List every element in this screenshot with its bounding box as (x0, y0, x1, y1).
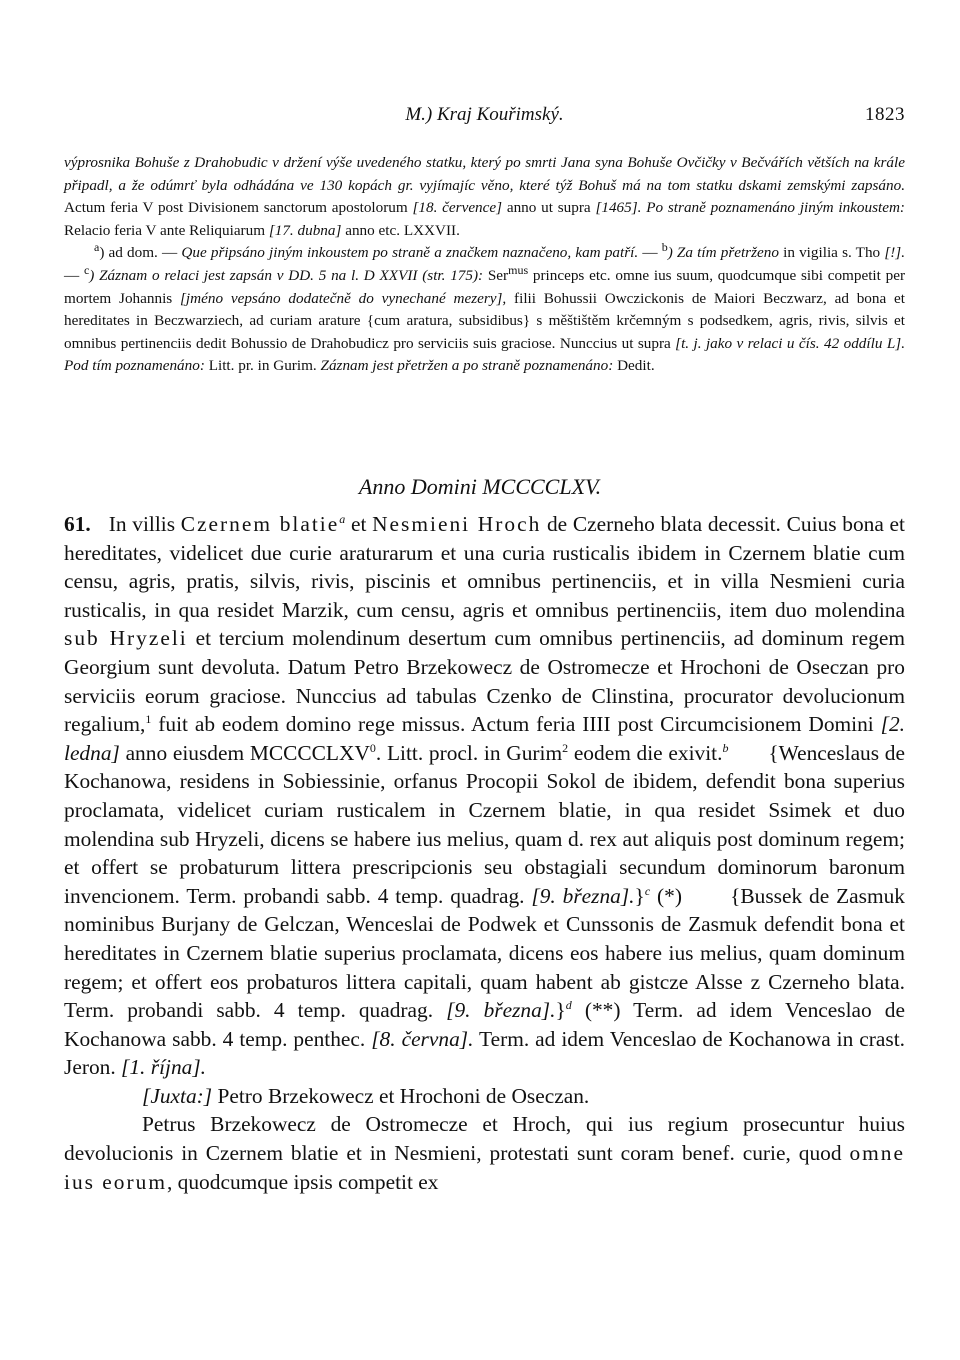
section-title: Anno Domini MCCCCLXV. (358, 474, 602, 499)
note-text: výprosnika Bohuše z Drahobudic v držení výše uvedeného statku, který po smrti Jana syna Bohuše Ovčičky v Bečvářích větších na krále připadl, a že odúmrť byla odhádána ve 130 kopách gr. vyjímajíc věno, které týž Bohuš má na tom statku dskami zemskými zapsáno. (64, 154, 905, 194)
body-text: [Juxta:] (142, 1083, 213, 1108)
footnote-mark: 1 (145, 712, 152, 727)
note-text: [18. července] (412, 199, 503, 217)
footnote-mark: 0 (369, 740, 376, 755)
note-text: Que připsáno jiným inkoustem po straně a značkem naznačeno, kam patří. (181, 244, 639, 262)
body-text: Term. ad idem Venceslao de Kochanowa in crast. Jeron. (64, 1026, 905, 1080)
note-text: ) Za tím přetrženo (667, 244, 779, 262)
note-text: anno ut supra (502, 199, 596, 217)
body-text: Petrus Brzekowecz de Ostromecze et Hroch, qui ius regium prosecuntur huius devolucionis in Czernem blatie et in Nesmieni, protestati sunt coram benef. curie, quod (64, 1112, 905, 1166)
note-text: [!]. (884, 244, 905, 262)
body-text: , quodcumque ipsis competit ex (166, 1169, 439, 1194)
body-text: (**) Term. ad idem Venceslao de Kochanowa sabb. 4 temp. penthec. (64, 998, 905, 1051)
note-text: ) ad dom. — (99, 244, 182, 262)
note-text: filii Bohussii Owczickonis de Maiori Beczwarz, ad bona et hereditates in Beczwarziech, ad curiam arature {cum aratura, subsidibus} s měštištěm krčemným s podsedkem, agris, rivis, silvis et omnibus pertinenciis dedit Bohussio de Drahobudicz pro serviciis suis graciose. Nunccius ut supra (64, 289, 905, 352)
entry-paragraph (64, 510, 911, 1082)
body-text: {Wenceslaus de Kochanowa, residens in Sobiessinie, orfanus Procopii Sokol de ibidem, defendit bona superius proclamata, videlicet curiam rusticalem in Czernem blatie, in qua residet Ssimek et duo molendina sub Hryzeli, dicens se habere ius melius, quam d. rex aut aliquis post dominum regem; et offert se probaturum littera prescripcionis seu obstagiali secundum dominorum baronum invencionem. Term. probandi sabb. 4 temp. quadrag. (64, 740, 911, 908)
juxta-paragraph (64, 1082, 905, 1111)
footnote-mark: c (644, 883, 651, 898)
body-text: [1. října]. (121, 1055, 207, 1080)
entry-number: 61. (64, 512, 91, 536)
body-text: } (634, 883, 645, 908)
body-text: et tercium molendinum desertum cum omnibus pertinenciis, ad dominum regem Georgium sunt devoluta. Datum Petro Brzekowecz de Ostromecze et Hrochoni de Oseczan pro serviciis eorum graciose. Nunccius ad tabulas Czenko de Clinstina, procurator devolucionum regalium, (64, 626, 905, 737)
note-text: Ser (483, 266, 509, 284)
note-text: Relacio feria V ante Reliquiarum (64, 221, 269, 239)
body-text: [2. ledna] (64, 712, 905, 765)
body-text: . Litt. procl. in Gurim (375, 740, 563, 765)
note-text: princeps etc. omne ius suum, quodcumque sibi competit per mortem Johannis (64, 266, 905, 307)
main-text (64, 510, 911, 1196)
note-text: in vigilia s. Tho (778, 244, 885, 262)
note-text: [1465]. Po straně poznamenáno jiným inkoustem: (595, 199, 905, 217)
note-text: — (64, 266, 84, 284)
body-text: sub Hryzeli (64, 626, 188, 651)
note-paragraph-2: $^a$) ad dom. — Que připsáno jiným inkoustem po straně a značkem naznačeno, kam patří. — $^b$) Za tím přetrženo in vigilia s. Tho [!]. — $^c$) Záznam o relaci jest zapsán v DD. 5 na l. D XXVII (str. 175): Ser$^{mus}$ princeps etc. omne ius suum, quodcumque sibi competit per mortem Johannis [jméno vepsáno dodatečně do vynechané mezery], filii Bohussii Owczickonis de Maiori Beczwarz, ad bona et hereditates in Beczwarziech, ad curiam arature {cum aratura, subsidibus} s měštištěm krčemným s podsedkem, agris, rivis, silvis et omnibus pertinenciis dedit Bohussio de Drahobudicz pro serviciis suis graciose. Nunccius ut supra [t. j. jako v relaci u čís. 42 oddílu L]. Pod tím poznamenáno: Litt. pr. in Gurim. Záznam jest přetržen a po straně poznamenáno: Dedit. (64, 240, 905, 375)
body-text: Czernem blatie (180, 512, 340, 536)
note-text: [jméno vepsáno dodatečně do vynechané mezery], (180, 289, 507, 307)
footnotes-block (64, 152, 905, 378)
note-text: anno etc. LXXVII. (341, 221, 460, 239)
body-text: [9. března]. (531, 883, 635, 908)
page-number: 1823 (865, 104, 905, 125)
body-text: eodem die exivit. (568, 740, 723, 765)
body-text: In villis (108, 512, 181, 536)
body-text: [8. června]. (371, 1026, 474, 1051)
body-text: (*) {Bussek de Zasmuk nominibus Burjany de Gelczan, Wenceslai de Podwek et Cunssonis de Zasmuk defendit bona et hereditates in Czernem blatie superius proclamata, dicens eos habere ius melius, quam dominum regem; et offert eos probaturos littera capitali, quam habent ab gistcze Alsse z Czerneho blata. Term. probandi sabb. 4 temp. quadrag. (64, 883, 911, 1023)
body-text: de Czerneho blata decessit. Cuius bona et hereditates, videlicet due curie araturarum et una curia rusticalis ibidem in Czernem blatie cum censu, agris, pratis, silvis, rivis, piscinis et omnibus pertinenciis, et in villa Nesmieni curia rusticalis, in qua residet Marzik, cum censu, agris et omnibus pertinenciis, item duo molendina (64, 512, 905, 622)
note-mark: b (661, 240, 668, 255)
note-text: [t. j. jako v relaci u čís. 42 oddílu L]. Pod tím poznamenáno: (64, 334, 905, 375)
body-text: anno eiusdem MCCCCLXV (119, 740, 370, 765)
body-text: omne ius eorum (64, 1141, 905, 1194)
note-text: ) Záznam o relaci jest zapsán v DD. 5 na l. D XXVII (str. 175): (89, 266, 484, 284)
footnote-mark: 2 (562, 740, 569, 755)
running-title: M.) Kraj Kouřimský. (405, 104, 564, 125)
note-text: Dedit. (613, 357, 655, 375)
footnote-mark: a (339, 511, 346, 526)
page-header (64, 104, 905, 130)
body-text: [9. března]. (446, 998, 556, 1023)
body-text: fuit ab eodem domino rege missus. Actum feria IIII post Circumcisionem Domini (151, 712, 881, 737)
note-text: Litt. pr. in Gurim. (204, 357, 321, 375)
note-sup: mus (508, 262, 529, 277)
footnote-mark: b (722, 740, 729, 755)
note-text: Záznam jest přetržen a po straně poznamenáno: (320, 357, 614, 375)
footnote-mark: d (565, 997, 572, 1012)
body-text: et (345, 512, 373, 536)
note-mark: a (94, 240, 100, 255)
note-text: Actum feria V post Divisionem sanctorum apostolorum (64, 199, 413, 217)
body-text: Petro Brzekowecz et Hrochoni de Oseczan. (212, 1083, 590, 1108)
note-text: [17. dubna] (268, 221, 342, 239)
body-text: } (555, 998, 566, 1023)
note-mark: c (83, 262, 90, 277)
note-paragraph-1 (64, 152, 905, 242)
body-text: Nesmieni Hroch (372, 512, 542, 536)
protest-paragraph (64, 1110, 905, 1196)
